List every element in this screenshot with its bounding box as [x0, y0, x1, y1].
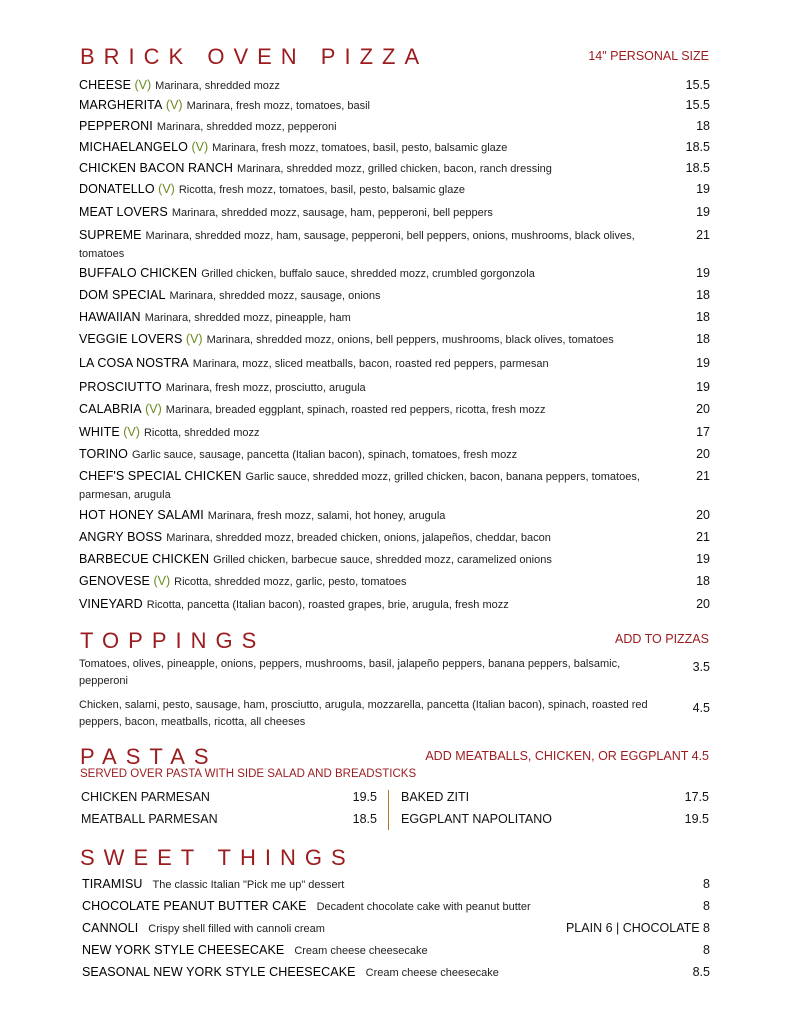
pizza-name: CHEESE [79, 78, 132, 92]
pizza-item [79, 118, 710, 136]
pasta-price: 19.5 [352, 790, 377, 804]
pizza-price: 19 [696, 266, 710, 280]
vegetarian-mark: (V) [165, 98, 183, 112]
pizza-item-text [79, 204, 670, 222]
pizza-item [79, 331, 710, 349]
pizza-name: VINEYARD [79, 597, 143, 611]
pizza-item [79, 355, 710, 373]
vegetarian-mark: (V) [134, 78, 152, 92]
pizza-desc: Marinara, breaded eggplant, spinach, roasted red peppers, ricotta, fresh mozz [165, 404, 546, 416]
pizza-price: 18 [696, 288, 710, 302]
dessert-item-text [82, 876, 670, 894]
pizza-desc: Marinara, shredded mozz [155, 80, 280, 92]
pizza-name: CHICKEN BACON RANCH [79, 161, 233, 175]
pasta-name: EGGPLANT NAPOLITANO [401, 812, 552, 826]
dessert-name: SEASONAL NEW YORK STYLE CHEESECAKE [82, 965, 356, 979]
pizza-item [79, 446, 710, 464]
sweets-section-title: SWEET THINGS [80, 845, 355, 870]
pizza-name: DOM SPECIAL [79, 288, 166, 302]
dessert-item-text [82, 898, 670, 916]
pizza-item-text [79, 401, 670, 419]
pizza-name: VEGGIE LOVERS [79, 332, 183, 346]
pizza-item-text [79, 160, 670, 178]
toppings-note: ADD TO PIZZAS [614, 632, 709, 646]
topping-tier-1 [79, 656, 710, 690]
dessert-price: 8 [703, 943, 710, 957]
pizza-item-text [79, 468, 670, 504]
pizza-name: TORINO [79, 447, 128, 461]
pizza-item [79, 551, 710, 569]
dessert-item-text [82, 942, 670, 960]
dessert-price: 8 [703, 899, 710, 913]
pizza-name: MEAT LOVERS [79, 205, 168, 219]
pizza-desc: Marinara, shredded mozz, sausage, ham, pepperoni, bell peppers [171, 207, 493, 219]
pizza-item [79, 507, 710, 525]
dessert-desc: Crispy shell filled with cannoli cream [148, 923, 325, 935]
vegetarian-mark: (V) [158, 182, 175, 196]
pastas-subnote: SERVED OVER PASTA WITH SIDE SALAD AND BREADSTICKS [80, 768, 417, 780]
pizza-price: 21 [696, 469, 710, 483]
dessert-item [82, 876, 710, 894]
pizza-item [79, 379, 710, 397]
pizza-item-text [79, 181, 670, 199]
dessert-desc: Cream cheese cheesecake [365, 967, 499, 979]
pizza-item [79, 287, 710, 305]
dessert-item [82, 898, 710, 916]
pizza-item-text [79, 97, 670, 115]
pizza-price: 15.5 [685, 78, 710, 92]
pizza-item-text [79, 118, 670, 136]
topping-tier-1-desc: Tomatoes, olives, pineapple, onions, peppers, mushrooms, basil, jalapeño peppers, banana peppers, balsamic, pepperoni [79, 658, 621, 687]
pizza-desc: Marinara, fresh mozz, prosciutto, arugula [165, 382, 366, 394]
pizza-desc: Ricotta, fresh mozz, tomatoes, basil, pesto, balsamic glaze [178, 184, 465, 196]
dessert-item-text [82, 964, 670, 982]
pizza-item [79, 97, 710, 115]
pizza-item-text [79, 446, 670, 464]
toppings-section-title: TOPPINGS [80, 628, 266, 653]
pizza-name: PROSCIUTTO [79, 380, 162, 394]
pastas-section-title: PASTAS [80, 744, 218, 769]
pizza-item [79, 265, 710, 283]
pizza-desc: Marinara, shredded mozz, grilled chicken, bacon, ranch dressing [237, 163, 552, 175]
pizza-desc: Ricotta, shredded mozz [143, 427, 260, 439]
pizza-item-text [79, 265, 670, 283]
pizza-desc: Garlic sauce, sausage, pancetta (Italian bacon), spinach, tomatoes, fresh mozz [131, 449, 518, 461]
pizza-item-text [79, 77, 670, 95]
pizza-desc: Marinara, shredded mozz, pineapple, ham [144, 312, 351, 324]
pizza-name: WHITE [79, 425, 120, 439]
dessert-desc: Cream cheese cheesecake [294, 945, 428, 957]
pizza-item [79, 204, 710, 222]
pizza-name: HAWAIIAN [79, 310, 141, 324]
pizza-item-text [79, 551, 670, 569]
dessert-item [82, 920, 710, 938]
pizza-item [79, 309, 710, 327]
pasta-item [401, 812, 709, 826]
pizza-desc: Marinara, fresh mozz, salami, hot honey, arugula [207, 510, 446, 522]
vegetarian-mark: (V) [153, 574, 171, 588]
dessert-item [82, 964, 710, 982]
pizza-price: 19 [696, 380, 710, 394]
dessert-name: CHOCOLATE PEANUT BUTTER CAKE [82, 899, 307, 913]
pizza-item [79, 401, 710, 419]
pizza-desc: Grilled chicken, barbecue sauce, shredded mozz, caramelized onions [213, 554, 552, 566]
pizza-price: 15.5 [685, 98, 710, 112]
pizza-name: SUPREME [79, 228, 142, 242]
pizza-price: 21 [696, 228, 710, 242]
pizza-item [79, 596, 710, 614]
pizza-desc: Grilled chicken, buffalo sauce, shredded mozz, crumbled gorgonzola [201, 268, 535, 280]
pizza-price: 19 [696, 205, 710, 219]
pastas-addon-note: ADD MEATBALLS, CHICKEN, OR EGGPLANT 4.5 [425, 749, 709, 763]
pizza-price: 21 [696, 530, 710, 544]
pizza-desc: Marinara, mozz, sliced meatballs, bacon, roasted red peppers, parmesan [192, 358, 549, 370]
dessert-name: CANNOLI [82, 921, 139, 935]
pizza-item-text [79, 331, 670, 349]
pizza-item [79, 181, 710, 199]
pizza-size-note: 14" PERSONAL SIZE [588, 49, 709, 63]
dessert-item [82, 942, 710, 960]
pasta-item [81, 812, 377, 826]
pizza-item-text [79, 573, 670, 591]
pizza-desc: Marinara, shredded mozz, pepperoni [156, 121, 337, 133]
pizza-name: MICHAELANGELO [79, 140, 188, 154]
pasta-price: 19.5 [684, 812, 709, 826]
pasta-price: 18.5 [352, 812, 377, 826]
pizza-item-text [79, 529, 670, 547]
dessert-price: 8.5 [692, 965, 710, 979]
pizza-item [79, 424, 710, 442]
pizza-item-text [79, 424, 670, 442]
pizza-item [79, 573, 710, 591]
pizza-price: 18.5 [685, 140, 710, 154]
pizza-item-text [79, 227, 670, 263]
dessert-item-text [82, 920, 566, 938]
pizza-item [79, 529, 710, 547]
dessert-desc: Decadent chocolate cake with peanut butter [316, 901, 531, 913]
pizza-item-text [79, 379, 670, 397]
pizza-item [79, 227, 710, 263]
pasta-name: MEATBALL PARMESAN [81, 812, 218, 826]
pizza-name: DONATELLO [79, 182, 155, 196]
pizza-item [79, 468, 710, 504]
pizza-item-text [79, 309, 670, 327]
pasta-item [81, 790, 377, 804]
pizza-price: 19 [696, 552, 710, 566]
dessert-name: TIRAMISU [82, 877, 143, 891]
pizza-desc: Marinara, fresh mozz, tomatoes, basil [186, 100, 370, 112]
topping-tier-2-price: 4.5 [692, 701, 710, 715]
pizza-item-text [79, 139, 670, 157]
pizza-item [79, 160, 710, 178]
pizza-price: 20 [696, 447, 710, 461]
pizza-price: 20 [696, 402, 710, 416]
pizza-name: PEPPERONI [79, 119, 153, 133]
pizza-price: 18.5 [685, 161, 710, 175]
vegetarian-mark: (V) [123, 425, 140, 439]
pizza-desc: Marinara, shredded mozz, onions, bell peppers, mushrooms, black olives, tomatoes [206, 334, 614, 346]
pizza-item-text [79, 507, 670, 525]
pizza-price: 20 [696, 508, 710, 522]
pasta-name: BAKED ZITI [401, 790, 470, 804]
pizza-item [79, 77, 710, 95]
vegetarian-mark: (V) [145, 402, 162, 416]
pizza-desc: Marinara, fresh mozz, tomatoes, basil, pesto, balsamic glaze [212, 142, 508, 154]
pizza-price: 18 [696, 574, 710, 588]
pizza-desc: Marinara, shredded mozz, breaded chicken, onions, jalapeños, cheddar, bacon [166, 532, 551, 544]
pizza-price: 17 [696, 425, 710, 439]
pizza-price: 19 [696, 356, 710, 370]
pizza-item-text [79, 355, 670, 373]
pasta-price: 17.5 [684, 790, 709, 804]
pizza-desc: Marinara, shredded mozz, sausage, onions [169, 290, 381, 302]
pizza-price: 18 [696, 310, 710, 324]
pizza-name: GENOVESE [79, 574, 150, 588]
pizza-item-text [79, 596, 670, 614]
topping-tier-1-price: 3.5 [692, 660, 710, 674]
pizza-section-title: BRICK OVEN PIZZA [80, 44, 429, 69]
pizza-price: 20 [696, 597, 710, 611]
pizza-price: 18 [696, 119, 710, 133]
pizza-desc: Ricotta, shredded mozz, garlic, pesto, tomatoes [174, 576, 407, 588]
pizza-price: 19 [696, 182, 710, 196]
pizza-name: BUFFALO CHICKEN [79, 266, 198, 280]
pizza-item-text [79, 287, 670, 305]
pizza-desc: Ricotta, pancetta (Italian bacon), roasted grapes, brie, arugula, fresh mozz [146, 599, 509, 611]
pizza-name: BARBECUE CHICKEN [79, 552, 210, 566]
vegetarian-mark: (V) [185, 332, 203, 346]
pizza-item [79, 139, 710, 157]
dessert-price: 8 [703, 877, 710, 891]
pizza-desc: Marinara, shredded mozz, ham, sausage, pepperoni, bell peppers, onions, mushrooms, black olives, tomatoes [79, 230, 635, 260]
dessert-price: PLAIN 6 | CHOCOLATE 8 [565, 921, 710, 935]
pizza-name: HOT HONEY SALAMI [79, 508, 204, 522]
dessert-desc: The classic Italian "Pick me up" dessert [152, 879, 345, 891]
pizza-name: CHEF'S SPECIAL CHICKEN [79, 469, 242, 483]
dessert-name: NEW YORK STYLE CHEESECAKE [82, 943, 285, 957]
pizza-price: 18 [696, 332, 710, 346]
topping-tier-2 [79, 697, 710, 731]
pizza-name: ANGRY BOSS [79, 530, 163, 544]
pasta-divider [388, 790, 389, 830]
pizza-desc: Garlic sauce, shredded mozz, grilled chicken, bacon, banana peppers, tomatoes, parmesan, arugula [79, 471, 640, 501]
pizza-name: CALABRIA [79, 402, 142, 416]
pizza-name: MARGHERITA [79, 98, 163, 112]
pasta-name: CHICKEN PARMESAN [81, 790, 210, 804]
topping-tier-2-desc: Chicken, salami, pesto, sausage, ham, prosciutto, arugula, mozzarella, pancetta (Italian bacon), spinach, roasted red peppers, bacon, meatballs, ricotta, all cheeses [79, 699, 648, 728]
pasta-item [401, 790, 709, 804]
pizza-name: LA COSA NOSTRA [79, 356, 189, 370]
vegetarian-mark: (V) [191, 140, 209, 154]
